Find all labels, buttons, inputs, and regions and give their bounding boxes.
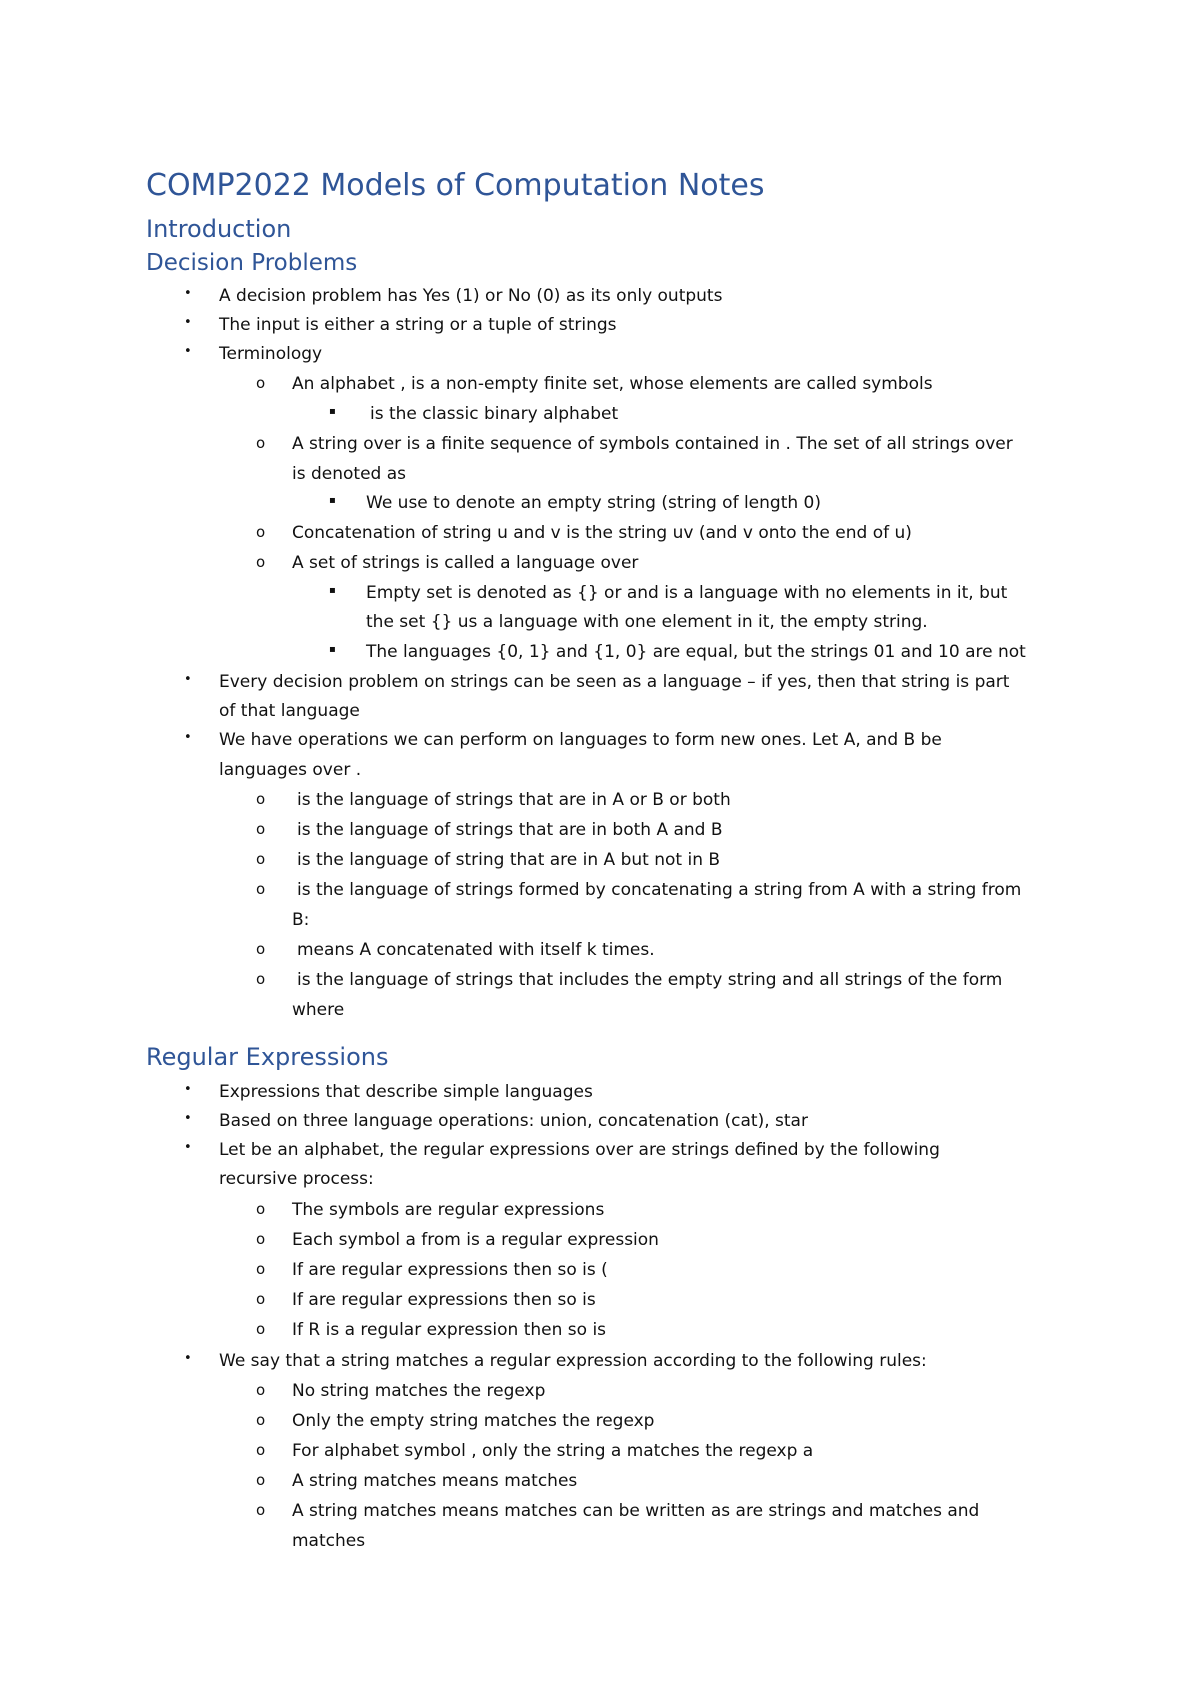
list-item: We say that a string matches a regular expression according to the following rules: xyxy=(219,1351,927,1371)
list-item: A string matches means matches can be written as are strings and matches and xyxy=(292,1501,980,1521)
sub-bullet-marker: o xyxy=(256,523,266,541)
list-item: We use to denote an empty string (string of length 0) xyxy=(366,493,821,513)
sub-bullet-marker: o xyxy=(256,790,266,808)
bullet-marker: • xyxy=(184,1140,192,1155)
list-item: Concatenation of string u and v is the string uv (and v onto the end of u) xyxy=(292,523,912,543)
heading-decision-problems: Decision Problems xyxy=(146,250,358,276)
sub-bullet-marker: o xyxy=(256,880,266,898)
sub-bullet-marker: o xyxy=(256,1441,266,1459)
list-item: Only the empty string matches the regexp xyxy=(292,1411,655,1431)
sub-sub-bullet-marker: ▪ xyxy=(329,406,336,417)
sub-bullet-marker: o xyxy=(256,1230,266,1248)
list-item-continued: recursive process: xyxy=(219,1169,374,1189)
list-item: The symbols are regular expressions xyxy=(292,1200,605,1220)
bullet-marker: • xyxy=(184,315,192,330)
list-item: means A concatenated with itself k times. xyxy=(297,940,655,960)
list-item: If R is a regular expression then so is xyxy=(292,1320,607,1340)
list-item: is the language of strings that are in A or B or both xyxy=(297,790,731,810)
list-item: Let be an alphabet, the regular expressions over are strings defined by the following xyxy=(219,1140,940,1160)
sub-bullet-marker: o xyxy=(256,820,266,838)
list-item-continued: languages over . xyxy=(219,760,362,780)
list-item-continued: B: xyxy=(292,910,310,930)
list-item: No string matches the regexp xyxy=(292,1381,546,1401)
list-item: Terminology xyxy=(219,344,323,364)
sub-bullet-marker: o xyxy=(256,1381,266,1399)
sub-sub-bullet-marker: ▪ xyxy=(329,495,336,506)
list-item: Based on three language operations: union, concatenation (cat), star xyxy=(219,1111,808,1131)
bullet-marker: • xyxy=(184,672,192,687)
sub-bullet-marker: o xyxy=(256,970,266,988)
bullet-marker: • xyxy=(184,344,192,359)
list-item-continued: of that language xyxy=(219,701,360,721)
sub-bullet-marker: o xyxy=(256,940,266,958)
list-item: A decision problem has Yes (1) or No (0) as its only outputs xyxy=(219,286,723,306)
list-item: A string over is a finite sequence of symbols contained in . The set of all strings over xyxy=(292,434,1013,454)
list-item: is the language of strings that includes the empty string and all strings of the form xyxy=(297,970,1003,990)
heading-introduction: Introduction xyxy=(146,215,292,243)
list-item: is the language of string that are in A but not in B xyxy=(297,850,721,870)
sub-bullet-marker: o xyxy=(256,374,266,392)
list-item: Expressions that describe simple languages xyxy=(219,1082,593,1102)
list-item: is the language of strings formed by concatenating a string from A with a string from xyxy=(297,880,1022,900)
sub-sub-bullet-marker: ▪ xyxy=(329,585,336,596)
document-title: COMP2022 Models of Computation Notes xyxy=(146,168,765,203)
list-item: If are regular expressions then so is ( xyxy=(292,1260,608,1280)
list-item: The languages {0, 1} and {1, 0} are equal, but the strings 01 and 10 are not xyxy=(366,642,1026,662)
heading-regular-expressions: Regular Expressions xyxy=(146,1043,389,1071)
list-item: The input is either a string or a tuple of strings xyxy=(219,315,617,335)
sub-bullet-marker: o xyxy=(256,1200,266,1218)
bullet-marker: • xyxy=(184,286,192,301)
sub-bullet-marker: o xyxy=(256,1320,266,1338)
bullet-marker: • xyxy=(184,1082,192,1097)
bullet-marker: • xyxy=(184,730,192,745)
list-item-continued: the set {} us a language with one element in it, the empty string. xyxy=(366,612,928,632)
list-item: Every decision problem on strings can be seen as a language – if yes, then that string is part xyxy=(219,672,1010,692)
list-item: Empty set is denoted as {} or and is a language with no elements in it, but xyxy=(366,583,1008,603)
sub-sub-bullet-marker: ▪ xyxy=(329,644,336,655)
sub-bullet-marker: o xyxy=(256,1260,266,1278)
sub-bullet-marker: o xyxy=(256,434,266,452)
list-item: If are regular expressions then so is xyxy=(292,1290,596,1310)
list-item: An alphabet , is a non-empty finite set, whose elements are called symbols xyxy=(292,374,933,394)
bullet-marker: • xyxy=(184,1111,192,1126)
list-item-continued: matches xyxy=(292,1531,366,1551)
list-item: Each symbol a from is a regular expression xyxy=(292,1230,659,1250)
list-item: A set of strings is called a language over xyxy=(292,553,639,573)
sub-bullet-marker: o xyxy=(256,1290,266,1308)
sub-bullet-marker: o xyxy=(256,850,266,868)
list-item: A string matches means matches xyxy=(292,1471,578,1491)
list-item: We have operations we can perform on languages to form new ones. Let A, and B be xyxy=(219,730,942,750)
list-item: is the classic binary alphabet xyxy=(370,404,619,424)
bullet-marker: • xyxy=(184,1351,192,1366)
sub-bullet-marker: o xyxy=(256,1471,266,1489)
list-item: For alphabet symbol , only the string a matches the regexp a xyxy=(292,1441,814,1461)
list-item: is the language of strings that are in both A and B xyxy=(297,820,723,840)
list-item-continued: where xyxy=(292,1000,345,1020)
sub-bullet-marker: o xyxy=(256,553,266,571)
list-item-continued: is denoted as xyxy=(292,464,407,484)
sub-bullet-marker: o xyxy=(256,1501,266,1519)
sub-bullet-marker: o xyxy=(256,1411,266,1429)
